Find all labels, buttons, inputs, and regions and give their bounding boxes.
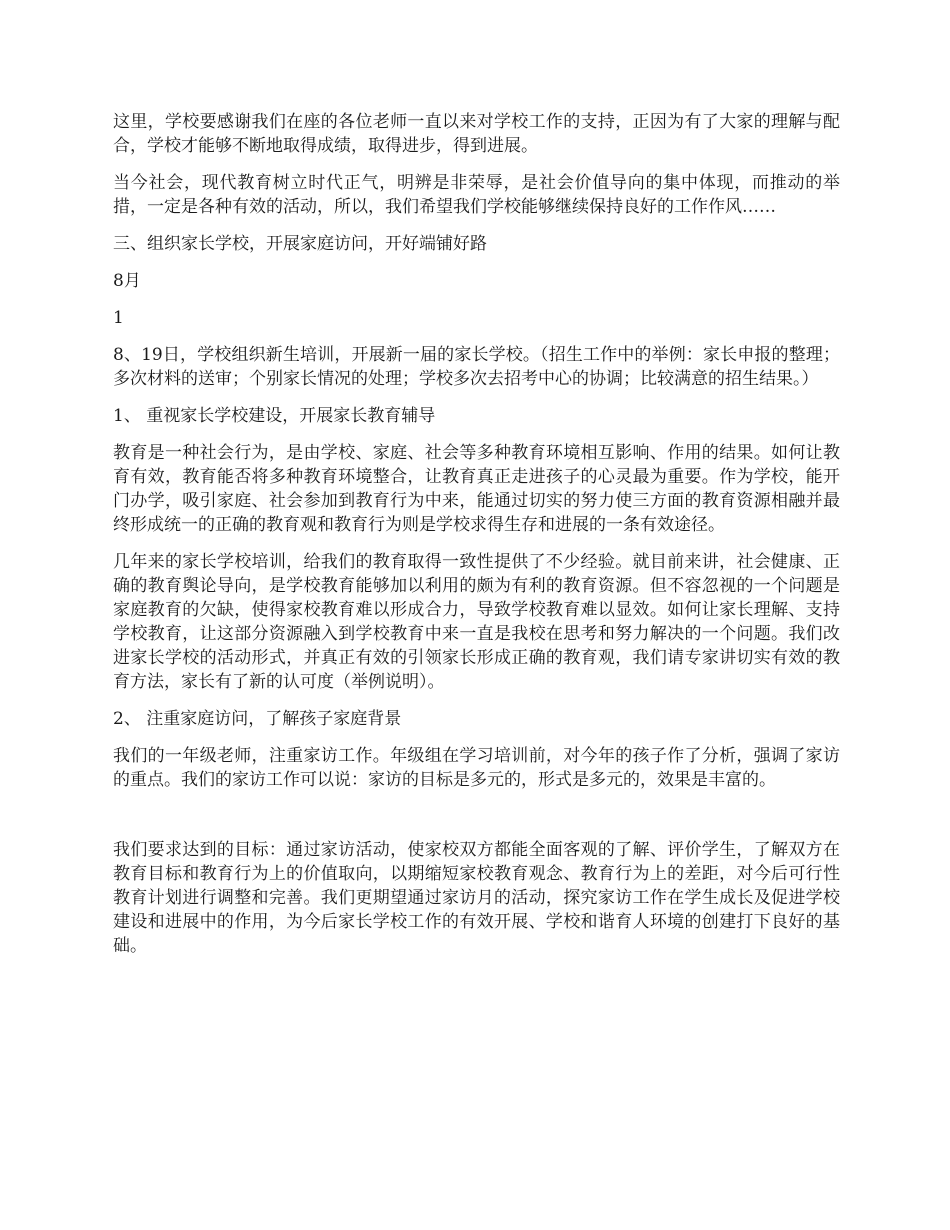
paragraph-number: 1 xyxy=(113,308,124,328)
document-page xyxy=(113,110,840,971)
paragraph-social-values: 当今社会，现代教育树立时代正气，明辨是非荣辱，是社会价值导向的集中体现，而推动的举措，一定是各种有效的活动，所以，我们希望我们学校能够继续保持良好的工作作风…… xyxy=(113,173,840,217)
paragraph-month: 8月 xyxy=(113,271,141,291)
paragraph-goals: 我们要求达到的目标：通过家访活动，使家校双方都能全面客观的了解、评价学生，了解双方在教育目标和教育行为上的价值取向，以期缩短家校教育观念、教育行为上的差距，对今后可行性教育计划进行调整和完善。我们更期望通过家访月的活动，探究家访工作在学生成长及促进学校建设和进展中的作用，为今后家长学校工作的有效开展、学校和谐育人环境的创建打下良好的基础。 xyxy=(113,840,840,956)
section-heading-3: 三、组织家长学校，开展家庭访问，开好端铺好路 xyxy=(113,234,487,254)
paragraph-education-social-behavior: 教育是一种社会行为，是由学校、家庭、社会等多种教育环境相互影响、作用的结果。如何让教育有效，教育能否将多种教育环境整合，让教育真正走进孩子的心灵最为重要。作为学校，能开门办学，吸引家庭、社会参加到教育行为中来，能通过切实的努力使三方面的教育资源相融并最终形成统一的正确的教育观和教育行为则是学校求得生存和进展的一条有效途径。 xyxy=(113,443,840,535)
subheading-1: 1、 重视家长学校建设，开展家长教育辅导 xyxy=(113,406,436,426)
paragraph-parent-school-training: 几年来的家长学校培训，给我们的教育取得一致性提供了不少经验。就目前来讲，社会健康、正确的教育舆论导向，是学校教育能够加以利用的颇为有利的教育资源。但不容忽视的一个问题是家庭教育的欠缺，使得家校教育难以形成合力，导致学校教育难以显效。如何让家长理解、支持学校教育，让这部分资源融入到学校教育中来一直是我校在思考和努力解决的一个问题。我们改进家长学校的活动形式，并真正有效的引领家长形成正确的教育观，我们请专家讲切实有效的教育方法，家长有了新的认可度（举例说明）。 xyxy=(113,552,840,692)
subheading-2: 2、 注重家庭访问，了解孩子家庭背景 xyxy=(113,709,402,729)
paragraph-thanks: 这里，学校要感谢我们在座的各位老师一直以来对学校工作的支持，正因为有了大家的理解与配合，学校才能够不断地取得成绩，取得进步，得到进展。 xyxy=(113,112,840,156)
paragraph-new-student-training: 8、19日，学校组织新生培训，开展新一届的家长学校。（招生工作中的举例：家长申报的整理；多次材料的送审；个别家长情况的处理；学校多次去招考中心的协调；比较满意的招生结果。） xyxy=(113,345,840,389)
paragraph-home-visits: 我们的一年级老师，注重家访工作。年级组在学习培训前，对今年的孩子作了分析，强调了家访的重点。我们的家访工作可以说：家访的目标是多元的，形式是多元的，效果是丰富的。 xyxy=(113,746,840,790)
